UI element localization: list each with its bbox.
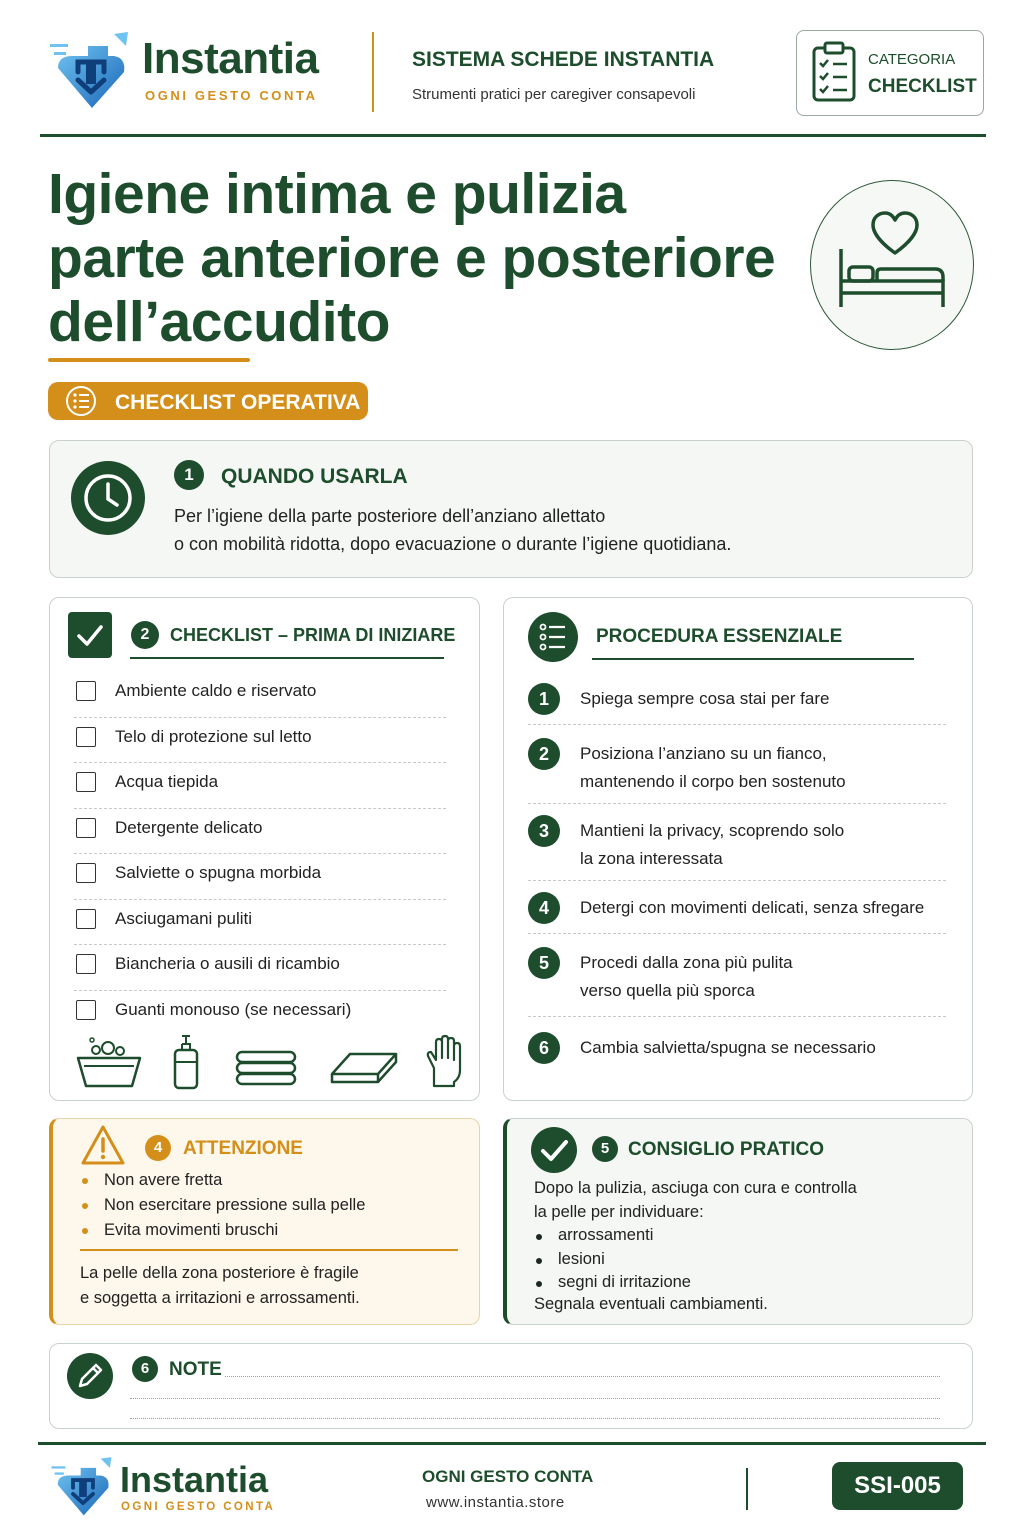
procedure-step-text: Spiega sempre cosa stai per fare — [580, 689, 830, 708]
checklist-item-label: Biancheria o ausili di ricambio — [115, 954, 340, 973]
towels-icon — [234, 1048, 298, 1088]
procedure-step-number: 2 — [528, 738, 560, 770]
checklist-item[interactable] — [74, 672, 446, 718]
notes-card[interactable] — [49, 1343, 973, 1429]
procedure-step-number: 4 — [528, 892, 560, 924]
checkbox[interactable] — [76, 954, 96, 974]
procedure-step-text: Procedi dalla zona più pulita verso quella più sporca — [580, 953, 793, 1000]
list-icon — [64, 384, 98, 418]
system-subtitle: Strumenti pratici per caregiver consapevoli — [412, 86, 696, 103]
procedure-step-number: 3 — [528, 815, 560, 847]
warning-item: Evita movimenti bruschi — [78, 1218, 365, 1243]
checklist-item-label: Acqua tiepida — [115, 772, 219, 791]
when-text-line1: Per l’igiene della parte posteriore dell’anziano allettato — [174, 506, 606, 526]
step-number-2: 2 — [131, 621, 159, 649]
procedure-title: PROCEDURA ESSENZIALE — [596, 626, 843, 647]
procedure-step — [528, 683, 946, 725]
folded-cloth-icon — [328, 1048, 400, 1088]
step-number-1: 1 — [174, 460, 204, 490]
bed-heart-icon — [811, 181, 975, 351]
list-circle-icon — [527, 611, 579, 663]
checklist-badge-label: CHECKLIST OPERATIVA — [115, 391, 361, 414]
checklist-item-label: Telo di protezione sul letto — [115, 726, 312, 746]
warning-item: Non esercitare pressione sulla pelle — [78, 1193, 365, 1218]
check-circle-icon — [530, 1126, 578, 1174]
checklist-item[interactable] — [74, 945, 446, 991]
bed-heart-badge — [810, 180, 974, 350]
procedure-step — [528, 947, 946, 1017]
checklist-item[interactable] — [74, 809, 446, 855]
header-rule — [40, 134, 986, 137]
checklist-title: CHECKLIST – PRIMA DI INIZIARE — [170, 625, 456, 645]
category-value: CHECKLIST — [868, 76, 977, 97]
checklist-item-label: Detergente delicato — [115, 817, 263, 837]
procedure-step — [528, 1032, 946, 1072]
pencil-icon — [66, 1352, 114, 1400]
checklist-item-label: Guanti monouso (se necessari) — [115, 999, 352, 1019]
tip-item: segni di irritazione — [532, 1271, 691, 1295]
sheet-code-badge: SSI-005 — [832, 1462, 963, 1510]
checklist-item-label: Salviette o spugna morbida — [115, 863, 322, 882]
checklist-item-label: Asciugamani puliti — [115, 908, 253, 928]
checkbox[interactable] — [76, 727, 96, 747]
notes-line[interactable] — [225, 1376, 940, 1377]
procedure-step-number: 5 — [528, 947, 560, 979]
brand-tagline: OGNI GESTO CONTA — [145, 88, 318, 103]
soap-bottle-icon — [170, 1034, 202, 1090]
procedure-step-number: 6 — [528, 1032, 560, 1064]
checklist-item[interactable] — [74, 718, 446, 764]
checkbox[interactable] — [76, 1000, 96, 1020]
warning-title: ATTENZIONE — [183, 1138, 303, 1159]
instantia-logo-icon — [50, 1454, 116, 1520]
procedure-step-number: 1 — [528, 683, 560, 715]
category-label: CATEGORIA — [868, 51, 956, 68]
footer-motto: OGNI GESTO CONTA — [422, 1467, 594, 1486]
when-text-line2: o con mobilità ridotta, dopo evacuazione o durante l’igiene quotidiana. — [174, 534, 732, 554]
tip-item: lesioni — [532, 1248, 691, 1272]
system-title: SISTEMA SCHEDE INSTANTIA — [412, 48, 715, 71]
checklist-item[interactable] — [74, 854, 446, 900]
checklist-item[interactable] — [74, 991, 446, 1037]
procedure-title-rule — [592, 658, 914, 660]
basin-icon — [74, 1036, 144, 1090]
warning-divider — [80, 1249, 458, 1251]
warning-note: La pelle della zona posteriore è fragile e soggetta a irritazioni e arrossamenti. — [80, 1264, 360, 1307]
title-underline — [48, 358, 250, 362]
procedure-step-text: Detergi con movimenti delicati, senza sfregare — [580, 898, 925, 917]
notes-line[interactable] — [130, 1398, 940, 1399]
checked-box-icon — [68, 612, 112, 658]
page-title-line1: Igiene intima e pulizia — [48, 162, 626, 226]
tip-list — [532, 1224, 691, 1295]
procedure-step-text: Posiziona l’anziano su un fianco, mantenendo il corpo ben sostenuto — [580, 744, 846, 791]
instantia-logo-icon — [48, 28, 134, 114]
page-title-line2: parte anteriore e posteriore — [48, 226, 776, 290]
glove-icon — [424, 1034, 462, 1090]
warning-list — [78, 1168, 365, 1243]
notes-line[interactable] — [130, 1418, 940, 1419]
when-title: QUANDO USARLA — [221, 465, 408, 488]
tip-item: arrossamenti — [532, 1224, 691, 1248]
checkbox[interactable] — [76, 863, 96, 883]
warning-item: Non avere fretta — [78, 1168, 365, 1193]
checkbox[interactable] — [76, 681, 96, 701]
page-title-line3: dell’accudito — [48, 290, 390, 354]
warning-triangle-icon — [80, 1124, 126, 1166]
footer-website-link[interactable]: www.instantia.store — [426, 1494, 565, 1511]
footer-rule — [38, 1442, 986, 1445]
procedure-step-text: Mantieni la privacy, scoprendo solo la zona interessata — [580, 821, 845, 868]
procedure-step — [528, 738, 946, 804]
step-number-4: 4 — [145, 1135, 171, 1161]
tip-closing: Segnala eventuali cambiamenti. — [534, 1295, 768, 1313]
clipboard-checklist-icon — [811, 41, 857, 103]
checklist-item[interactable] — [74, 900, 446, 946]
checklist-title-rule — [130, 657, 444, 659]
header-divider — [372, 32, 374, 112]
step-number-5: 5 — [592, 1136, 618, 1162]
footer-tagline: OGNI GESTO CONTA — [121, 1501, 276, 1513]
category-box — [796, 30, 984, 116]
tip-intro: Dopo la pulizia, asciuga con cura e controlla la pelle per individuare: — [534, 1179, 857, 1221]
brand-name: Instantia — [142, 34, 319, 83]
procedure-step — [528, 815, 946, 881]
notes-title: NOTE — [169, 1359, 222, 1380]
procedure-step — [528, 892, 946, 934]
footer-divider — [746, 1468, 748, 1510]
checkbox[interactable] — [76, 772, 96, 792]
tip-title: CONSIGLIO PRATICO — [628, 1139, 824, 1160]
procedure-step-text: Cambia salvietta/spugna se necessario — [580, 1038, 876, 1057]
footer-brand: Instantia — [120, 1459, 269, 1500]
checkbox[interactable] — [76, 909, 96, 929]
clock-icon — [70, 460, 146, 536]
step-number-6: 6 — [132, 1356, 158, 1382]
checklist-item[interactable] — [74, 763, 446, 809]
checklist-item-label: Ambiente caldo e riservato — [115, 681, 317, 700]
checkbox[interactable] — [76, 818, 96, 838]
